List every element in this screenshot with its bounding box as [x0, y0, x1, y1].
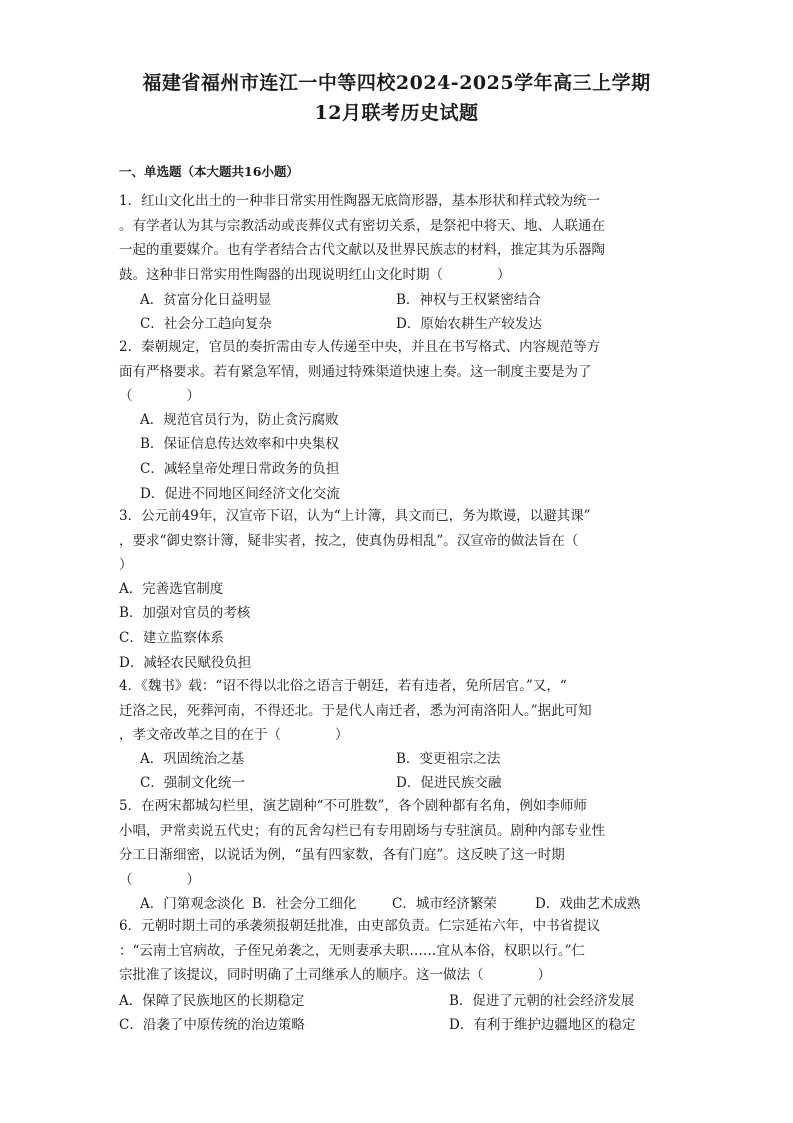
q6-option-a: A．保障了民族地区的长期稳定	[119, 993, 305, 1009]
question-line: 分工日渐细密，以说话为例，“虽有四家数，各有门庭”。这反映了这一时期	[119, 847, 565, 864]
q2-option-d: D．促进不同地区间经济文化交流	[140, 486, 340, 502]
q5-option-d: D．戏曲艺术成熟	[535, 896, 641, 912]
question-line: 。有学者认为其与宗教活动或丧葬仪式有密切关系，是祭祀中将天、地、人联通在	[119, 217, 605, 234]
q1-option-c: C．社会分工趋向复杂	[140, 316, 272, 332]
question-line: 3．公元前49年，汉宣帝下诏，认为“上计簿，具文而已，务为欺谩，以避其课”	[119, 508, 591, 524]
exam-title-line-2: 12月联考历史试题	[314, 102, 479, 124]
question-line: ，孝文帝改革之目的在于（ ）	[119, 727, 349, 744]
question-line: 鼓。这种非日常实用性陶器的出现说明红山文化时期（ ）	[119, 266, 511, 283]
question-line: 迁洛之民，死葬河南，不得还北。于是代人南迁者，悉为河南洛阳人。”据此可知	[119, 702, 592, 719]
q5-option-c: C．城市经济繁荣	[392, 896, 497, 912]
q2-option-b: B．保证信息传达效率和中央集权	[140, 436, 339, 452]
question-1	[119, 189, 664, 287]
q4-option-c: C．强制文化统一	[140, 775, 245, 791]
question-3	[119, 504, 664, 578]
q3-option-a: A．完善选官制度	[119, 581, 224, 597]
q3-option-b: B．加强对官员的考核	[119, 605, 251, 621]
q3-option-d: D．减轻农民赋役负担	[119, 655, 252, 671]
question-line: ）	[119, 557, 133, 574]
question-2	[119, 335, 664, 409]
q6-option-d: D．有利于维护边疆地区的稳定	[449, 1017, 636, 1033]
question-line: 面有严格要求。若有紧急军情，则通过特殊渠道快速上奏。这一制度主要是为了	[119, 363, 592, 380]
q5-option-a: A．门第观念淡化	[140, 896, 245, 912]
exam-title-line-1: 福建省福州市连江一中等四校2024-2025学年高三上学期	[142, 72, 651, 94]
question-line: （ ）	[119, 871, 200, 888]
q1-option-d: D．原始农耕生产较发达	[396, 316, 542, 332]
section-heading: 一、单选题（本大题共16小题）	[119, 164, 299, 179]
q4-option-b: B．变更祖宗之法	[396, 751, 501, 767]
question-5	[119, 794, 664, 892]
question-line: 4．《魏书》载：“诏不得以北俗之语言于朝廷，若有违者，免所居官。”又，“	[119, 678, 567, 694]
question-line: 6．元朝时期土司的承袭须报朝廷批准，由吏部负责。仁宗延祐六年，中书省提议	[119, 918, 601, 934]
question-line: ：“云南土官病故，子侄兄弟袭之，无则妻承夫职……宜从本俗，权职以行。”仁	[119, 942, 586, 959]
question-line: ，要求“御史察计簿，疑非实者，按之，使真伪毋相乱”。汉宣帝的做法旨在（	[119, 532, 579, 549]
q4-option-d: D．促进民族交融	[396, 775, 502, 791]
q1-option-b: B．神权与王权紧密结合	[396, 292, 541, 308]
question-line: 一起的重要媒介。也有学者结合古代文献以及世界民族志的材料，推定其为乐器陶	[119, 242, 605, 259]
q5-option-b: B．社会分工细化	[252, 896, 357, 912]
question-line: 小唱，尹常卖说五代史；有的瓦舍勾栏已有专用剧场与专驻演员。剧种内部专业性	[119, 822, 605, 839]
q6-option-b: B．促进了元朝的社会经济发展	[449, 993, 635, 1009]
q2-option-c: C．减轻皇帝处理日常政务的负担	[140, 461, 340, 477]
q2-option-a: A．规范官员行为，防止贪污腐败	[140, 412, 339, 428]
question-line: 1．红山文化出土的一种非日常实用性陶器无底筒形器，基本形状和样式较为统一	[119, 193, 601, 209]
question-line: 2．秦朝规定，官员的奏折需由专人传递至中央，并且在书写格式、内容规范等方	[119, 339, 601, 355]
q1-option-a: A．贫富分化日益明显	[140, 292, 272, 308]
question-line: 宗批准了该提议，同时明确了土司继承人的顺序。这一做法（ ）	[119, 967, 551, 984]
q4-option-a: A．巩固统治之基	[140, 751, 245, 767]
question-line: （ ）	[119, 388, 200, 405]
q3-option-c: C．建立监察体系	[119, 630, 224, 646]
question-line: 5．在两宋都城勾栏里，演艺剧种“不可胜数”，各个剧种都有名角，例如李师师	[119, 798, 587, 814]
question-6	[119, 914, 664, 988]
question-4	[119, 674, 664, 748]
q6-option-c: C．沿袭了中原传统的治边策略	[119, 1017, 305, 1033]
